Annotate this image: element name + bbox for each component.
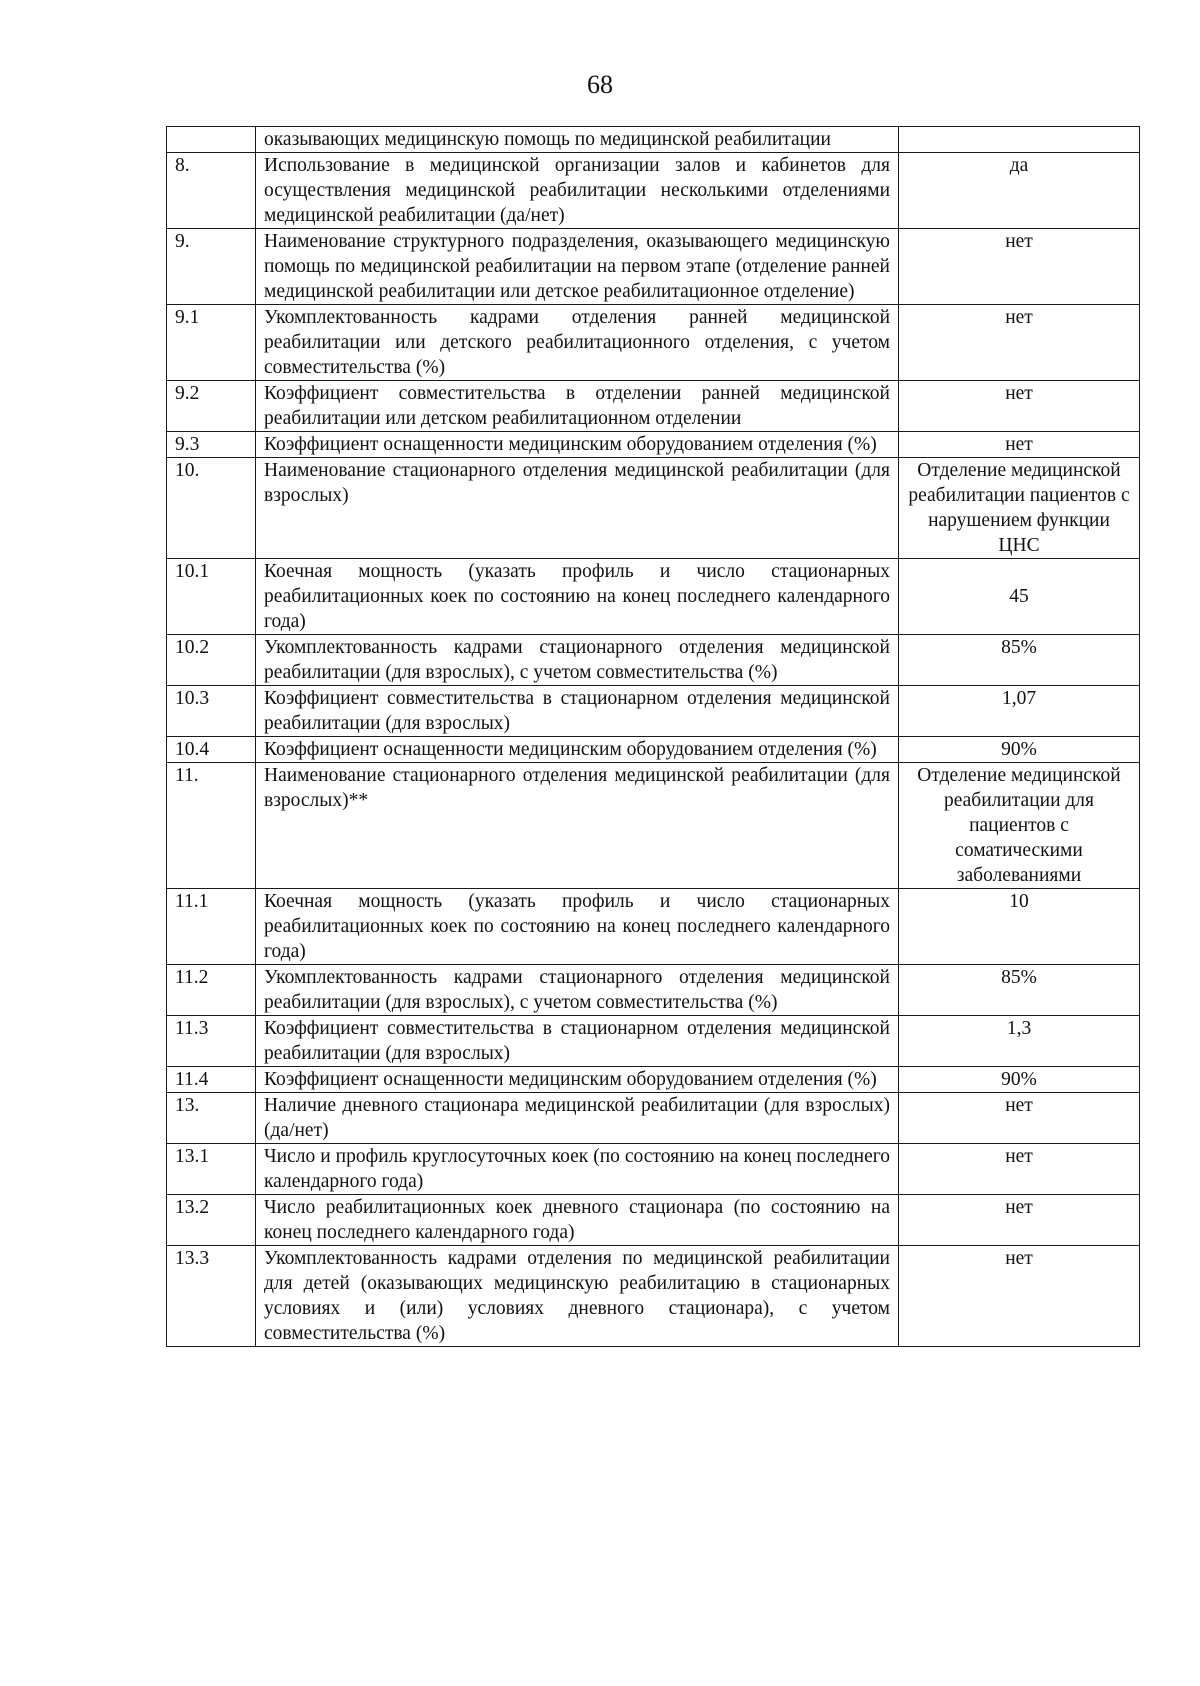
row-value: Отделение медицинской реабилитации для пациентов с соматическими заболеваниями <box>899 763 1140 889</box>
row-value: нет <box>899 305 1140 381</box>
row-description: Наименование стационарного отделения медицинской реабилитации (для взрослых) <box>256 458 899 559</box>
row-number: 11.2 <box>167 965 256 1016</box>
row-number: 10.2 <box>167 635 256 686</box>
row-description: оказывающих медицинскую помощь по медицинской реабилитации <box>256 127 899 153</box>
table-row <box>167 1246 1140 1347</box>
row-number: 9.3 <box>167 432 256 458</box>
table-row <box>167 686 1140 737</box>
row-description: Коечная мощность (указать профиль и число стационарных реабилитационных коек по состоянию на конец последнего календарного года) <box>256 889 899 965</box>
row-value: 45 <box>899 559 1140 635</box>
row-description: Коэффициент оснащенности медицинским оборудованием отделения (%) <box>256 1067 899 1093</box>
table-row <box>167 432 1140 458</box>
page-number: 68 <box>587 70 613 99</box>
row-number: 11.1 <box>167 889 256 965</box>
row-description: Коэффициент совместительства в стационарном отделения медицинской реабилитации (для взрослых) <box>256 1016 899 1067</box>
row-number: 8. <box>167 153 256 229</box>
row-number: 9.1 <box>167 305 256 381</box>
row-number: 10. <box>167 458 256 559</box>
row-number: 13.3 <box>167 1246 256 1347</box>
row-number <box>167 127 256 153</box>
row-number: 13.1 <box>167 1144 256 1195</box>
row-value: 85% <box>899 635 1140 686</box>
row-value: нет <box>899 1246 1140 1347</box>
row-value: нет <box>899 229 1140 305</box>
table-row <box>167 889 1140 965</box>
row-description: Коечная мощность (указать профиль и число стационарных реабилитационных коек по состоянию на конец последнего календарного года) <box>256 559 899 635</box>
table-row <box>167 1093 1140 1144</box>
row-description: Наименование структурного подразделения, оказывающего медицинскую помощь по медицинской реабилитации на первом этапе (отделение ранней медицинской реабилитации или детское реабилитационное отделение) <box>256 229 899 305</box>
row-number: 11. <box>167 763 256 889</box>
row-description: Число и профиль круглосуточных коек (по состоянию на конец последнего календарного года) <box>256 1144 899 1195</box>
row-number: 11.3 <box>167 1016 256 1067</box>
table-row <box>167 127 1140 153</box>
row-value: 1,07 <box>899 686 1140 737</box>
row-number: 9. <box>167 229 256 305</box>
table-row <box>167 965 1140 1016</box>
table-row <box>167 1195 1140 1246</box>
row-value: нет <box>899 1093 1140 1144</box>
row-description: Коэффициент совместительства в стационарном отделения медицинской реабилитации (для взрослых) <box>256 686 899 737</box>
row-description: Коэффициент оснащенности медицинским оборудованием отделения (%) <box>256 432 899 458</box>
row-value: 10 <box>899 889 1140 965</box>
row-description: Укомплектованность кадрами отделения ранней медицинской реабилитации или детского реабилитационного отделения, с учетом совместительства (%) <box>256 305 899 381</box>
table-row <box>167 635 1140 686</box>
row-value: 85% <box>899 965 1140 1016</box>
row-number: 9.2 <box>167 381 256 432</box>
row-number: 10.4 <box>167 737 256 763</box>
row-value: Отделение медицинской реабилитации пациентов с нарушением функции ЦНС <box>899 458 1140 559</box>
row-description: Укомплектованность кадрами стационарного отделения медицинской реабилитации (для взрослых), с учетом совместительства (%) <box>256 965 899 1016</box>
row-value: 1,3 <box>899 1016 1140 1067</box>
table-row <box>167 305 1140 381</box>
row-number: 10.1 <box>167 559 256 635</box>
row-value: да <box>899 153 1140 229</box>
row-value: нет <box>899 381 1140 432</box>
row-number: 11.4 <box>167 1067 256 1093</box>
row-number: 13.2 <box>167 1195 256 1246</box>
row-value: нет <box>899 1144 1140 1195</box>
row-number: 13. <box>167 1093 256 1144</box>
table-row <box>167 1016 1140 1067</box>
table-row <box>167 153 1140 229</box>
table-row <box>167 381 1140 432</box>
row-value <box>899 127 1140 153</box>
table-row <box>167 1144 1140 1195</box>
row-value: 90% <box>899 1067 1140 1093</box>
table-row <box>167 737 1140 763</box>
row-value: нет <box>899 432 1140 458</box>
row-description: Укомплектованность кадрами стационарного отделения медицинской реабилитации (для взрослых), с учетом совместительства (%) <box>256 635 899 686</box>
row-number: 10.3 <box>167 686 256 737</box>
row-description: Наименование стационарного отделения медицинской реабилитации (для взрослых)** <box>256 763 899 889</box>
row-value: 90% <box>899 737 1140 763</box>
table-row <box>167 559 1140 635</box>
row-description: Укомплектованность кадрами отделения по медицинской реабилитации для детей (оказывающих медицинскую реабилитацию в стационарных условиях и (или) условиях дневного стационара), с учетом совместительства (%) <box>256 1246 899 1347</box>
table-row <box>167 763 1140 889</box>
row-description: Наличие дневного стационара медицинской реабилитации (для взрослых) (да/нет) <box>256 1093 899 1144</box>
indicators-table <box>166 126 1140 1347</box>
row-description: Коэффициент оснащенности медицинским оборудованием отделения (%) <box>256 737 899 763</box>
table-row <box>167 1067 1140 1093</box>
row-description: Использование в медицинской организации залов и кабинетов для осуществления медицинской реабилитации несколькими отделениями медицинской реабилитации (да/нет) <box>256 153 899 229</box>
row-value: нет <box>899 1195 1140 1246</box>
table-row <box>167 229 1140 305</box>
table-row <box>167 458 1140 559</box>
row-description: Коэффициент совместительства в отделении ранней медицинской реабилитации или детском реабилитационном отделении <box>256 381 899 432</box>
row-description: Число реабилитационных коек дневного стационара (по состоянию на конец последнего календарного года) <box>256 1195 899 1246</box>
